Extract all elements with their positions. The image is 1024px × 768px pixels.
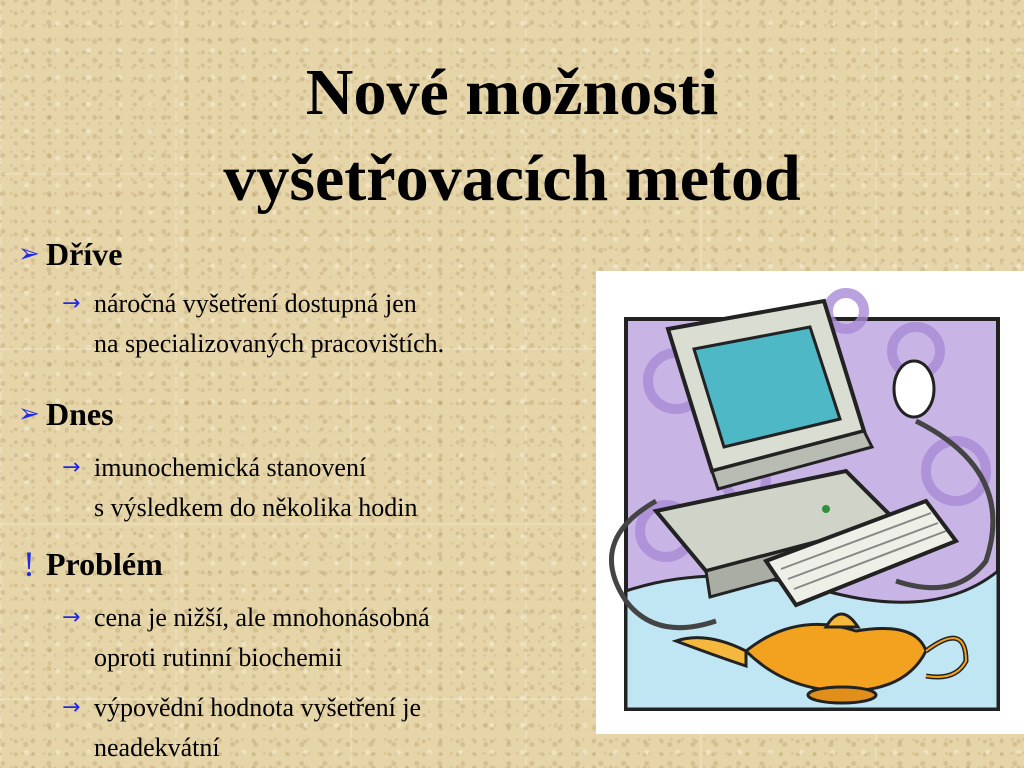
sub-bullet	[12, 598, 612, 678]
sub-bullet	[12, 448, 612, 528]
arrow-right-icon: →	[62, 605, 81, 630]
heading-text: Dříve	[46, 235, 123, 272]
bullet-heading-drive	[12, 234, 612, 274]
bullet-heading-dnes	[12, 394, 612, 434]
computer-magic-lamp-icon	[596, 271, 1024, 734]
sub-bullet-line: oproti rutinní biochemii	[94, 643, 343, 672]
sub-bullet	[12, 688, 612, 768]
heading-text: Problém	[46, 545, 163, 582]
arrowhead-bullet-icon: ➢	[18, 399, 40, 429]
arrow-right-icon: →	[62, 695, 81, 720]
arrow-right-icon: →	[62, 291, 81, 316]
sub-bullet-line: cena je nižší, ale mnohonásobná	[94, 603, 430, 632]
title-line-2: vyšetřovacích metod	[223, 141, 801, 215]
arrow-right-icon: →	[62, 455, 81, 480]
sub-bullet-line: na specializovaných pracovištích.	[94, 329, 445, 358]
bullet-heading-problem	[12, 544, 612, 584]
sub-bullet	[12, 284, 612, 364]
heading-text: Dnes	[46, 395, 114, 432]
arrowhead-bullet-icon: ➢	[18, 239, 40, 269]
exclamation-bullet-icon: !	[23, 544, 35, 584]
sub-bullet-line: imunochemická stanovení	[94, 453, 367, 482]
slide-title	[0, 50, 1024, 222]
sub-bullet-line: neadekvátní	[94, 733, 220, 762]
bullet-list	[12, 234, 612, 768]
sub-bullet-line: náročná vyšetření dostupná jen	[94, 289, 417, 318]
title-line-1: Nové možnosti	[305, 56, 719, 129]
sub-bullet-line: výpovědní hodnota vyšetření je	[94, 693, 422, 722]
sub-bullet-line: s výsledkem do několika hodin	[94, 493, 418, 522]
